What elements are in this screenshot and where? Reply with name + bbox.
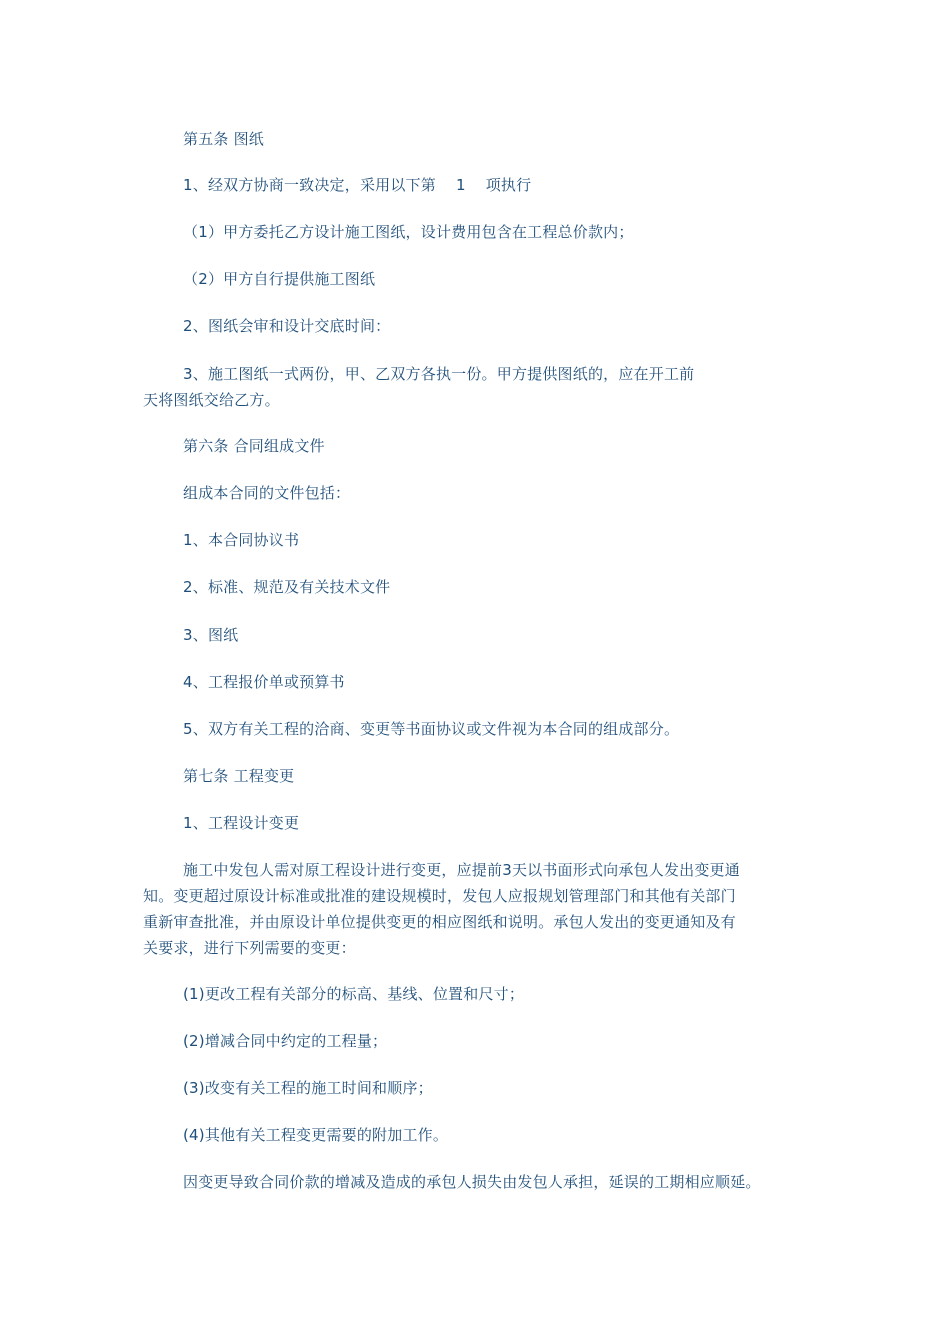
item-1-text-after: 项执行 xyxy=(485,176,532,194)
article-7-paragraph-line-1: 施工中发包人需对原工程设计进行变更，应提前3天以书面形式向承包人发出变更通 xyxy=(183,861,740,879)
article-5-item-3-line-1: 3、施工图纸一式两份，甲、乙双方各执一份。甲方提供图纸的，应在开工前 xyxy=(183,365,695,383)
article-7-paragraph-line-3: 重新审查批准，并由原设计单位提供变更的相应图纸和说明。承包人发出的变更通知及有 xyxy=(143,913,736,931)
item-1-text-before: 1、经双方协商一致决定，采用以下第 xyxy=(183,176,436,194)
article-6-item-1: 1、本合同协议书 xyxy=(183,531,300,549)
article-5-heading: 第五条 图纸 xyxy=(183,130,264,148)
article-5-option-1: （1）甲方委托乙方设计施工图纸，设计费用包含在工程总价款内； xyxy=(183,223,634,241)
article-7-heading: 第七条 工程变更 xyxy=(183,767,295,785)
article-7-paragraph-line-4: 关要求，进行下列需要的变更： xyxy=(143,939,356,957)
article-5-option-2: （2）甲方自行提供施工图纸 xyxy=(183,270,376,288)
article-7-item-1: 1、工程设计变更 xyxy=(183,814,300,832)
selected-option-number: 1 xyxy=(455,176,466,194)
change-item-1: (1)更改工程有关部分的标高、基线、位置和尺寸； xyxy=(183,985,525,1003)
change-item-4: (4)其他有关工程变更需要的附加工作。 xyxy=(183,1126,449,1144)
article-7-paragraph-line-2: 知。变更超过原设计标准或批准的建设规模时，发包人应报规划管理部门和其他有关部门 xyxy=(143,887,736,905)
change-item-2: (2)增减合同中约定的工程量； xyxy=(183,1032,388,1050)
article-5-item-2: 2、图纸会审和设计交底时间： xyxy=(183,317,391,335)
article-6-heading: 第六条 合同组成文件 xyxy=(183,437,325,455)
article-6-item-2: 2、标准、规范及有关技术文件 xyxy=(183,578,391,596)
article-6-intro: 组成本合同的文件包括： xyxy=(183,484,351,502)
article-6-item-4: 4、工程报价单或预算书 xyxy=(183,673,345,691)
article-7-closing: 因变更导致合同价款的增减及造成的承包人损失由发包人承担，延误的工期相应顺延。 xyxy=(183,1173,761,1191)
article-6-item-5: 5、双方有关工程的洽商、变更等书面协议或文件视为本合同的组成部分。 xyxy=(183,720,680,738)
change-item-3: (3)改变有关工程的施工时间和顺序； xyxy=(183,1079,433,1097)
article-5-item-1 xyxy=(183,175,531,195)
article-6-item-3: 3、图纸 xyxy=(183,626,239,644)
article-5-item-3-line-2: 天将图纸交给乙方。 xyxy=(143,391,280,409)
